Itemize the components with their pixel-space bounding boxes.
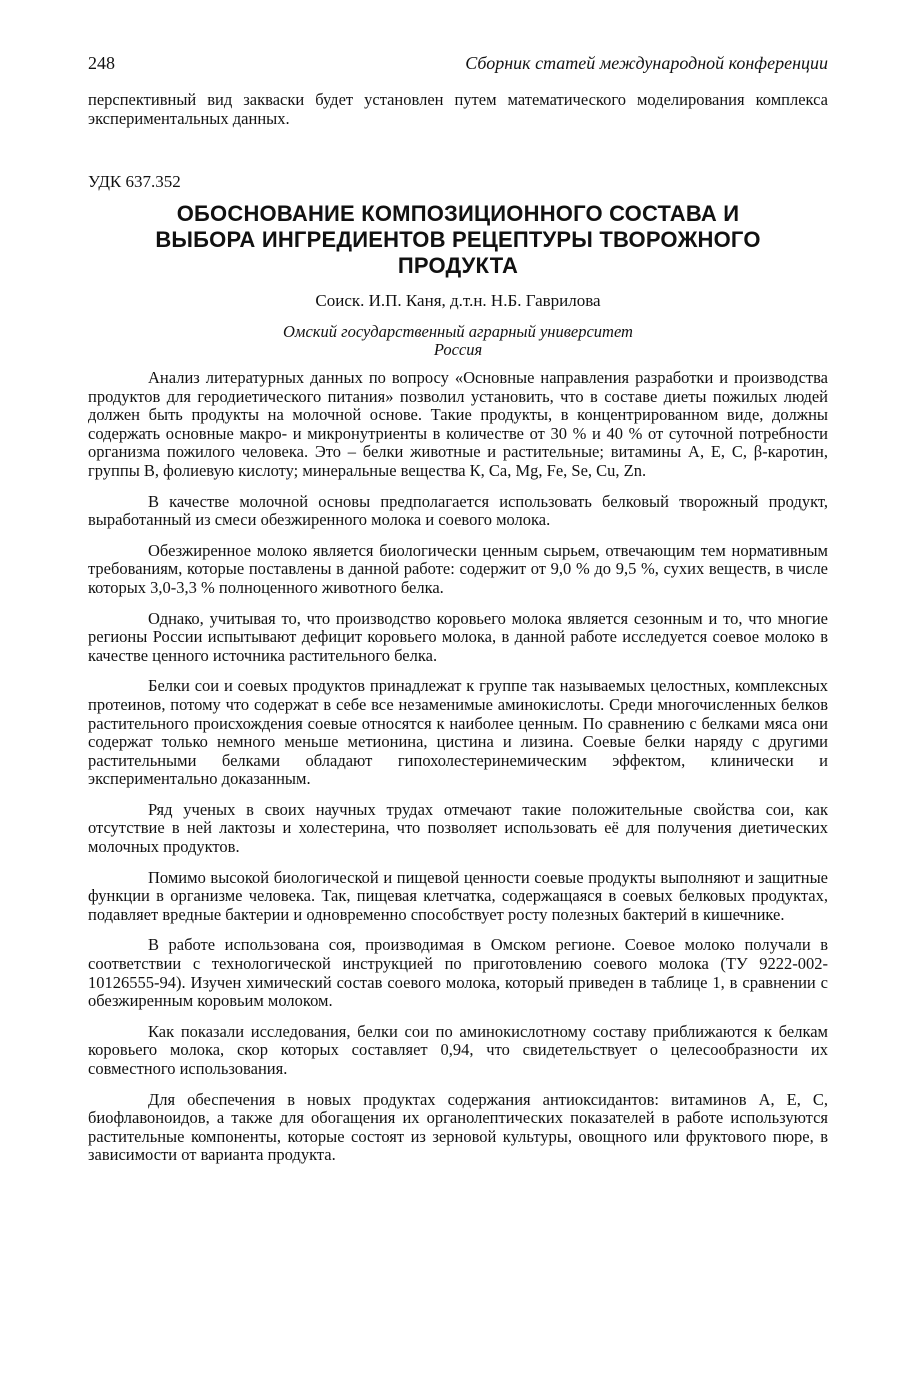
article-authors: Соиск. И.П. Каня, д.т.н. Н.Б. Гаврилова	[315, 291, 601, 310]
affiliation-country: Россия	[433, 340, 483, 359]
body-paragraph: В работе использована соя, производимая в Омском регионе. Соевое молоко получали в соответствии с технологической инструкцией по приготовлению соевого молока (ТУ 9222-002-10126555-94). Изучен химический состав соевого молока, который приведен в таблице 1, в сравнении с обезжиренным коровьим молоком.	[88, 935, 828, 1011]
title-line: ОБОСНОВАНИЕ КОМПОЗИЦИОННОГО СОСТАВА И	[176, 201, 740, 226]
body-paragraph: В качестве молочной основы предполагается использовать белковый творожный продукт, выработанный из смеси обезжиренного молока и соевого молока.	[88, 491, 828, 530]
affiliation-university: Омский государственный аграрный университет	[283, 322, 633, 341]
running-header	[88, 52, 828, 74]
title-line: ВЫБОРА ИНГРЕДИЕНТОВ РЕЦЕПТУРЫ ТВОРОЖНОГО	[155, 227, 761, 252]
document-page	[88, 52, 828, 1177]
body-paragraph: Белки сои и соевых продуктов принадлежат к группе так называемых целостных, комплексных протеинов, потому что содержат в себе все незаменимые аминокислоты. Среди многочисленных белков растительного происхождения соевые относятся к наиболее ценным. По сравнению с белками мяса они содержат только немного меньше метионина, цистина и лизина. Соевые белки наряду с другими растительными белками обладают гипохолестеринемическим эффектом, клинически и экспериментально доказанным.	[88, 676, 828, 789]
body-paragraph: Помимо высокой биологической и пищевой ценности соевые продукты выполняют и защитные функции в организме человека. Так, пищевая клетчатка, содержащаяся в соевых белковых продуктах, подавляет вредные бактерии и одновременно способствует росту полезных бактерий в кишечнике.	[88, 867, 828, 924]
body-paragraph: Однако, учитывая то, что производство коровьего молока является сезонным и то, что многие регионы России испытывают дефицит коровьего молока, в данной работе исследуется соевое молоко в качестве ценного источника растительного белка.	[88, 608, 828, 665]
page-number: 248	[88, 53, 115, 73]
article-title	[88, 201, 828, 279]
udc-code: УДК 637.352	[88, 172, 181, 191]
previous-article-continuation: перспективный вид закваски будет установлен путем математического моделирования комплекса экспериментальных данных.	[88, 90, 828, 128]
author-affiliation	[88, 323, 828, 359]
body-paragraph: Обезжиренное молоко является биологически ценным сырьем, отвечающим тем нормативным требованиям, которые поставлены в данной работе: содержит от 9,0 % до 9,5 %, сухих веществ, в числе которых 3,0-3,3 % полноценного животного белка.	[88, 540, 828, 597]
body-paragraph: Как показали исследования, белки сои по аминокислотному составу приближаются к белкам коровьего молока, скор которых составляет 0,94, что свидетельствует о целесообразности их совместного использования.	[88, 1021, 828, 1078]
article-body	[88, 369, 828, 1165]
body-paragraph: Для обеспечения в новых продуктах содержания антиоксидантов: витаминов А, Е, С, биофлавоноидов, а также для обогащения их органолептических показателей в работе используются растительные компоненты, которые состоят из зерновой культуры, овощного или фруктового пюре, в зависимости от варианта продукта.	[88, 1089, 828, 1165]
body-paragraph: Ряд ученых в своих научных трудах отмечают такие положительные свойства сои, как отсутствие в ней лактозы и холестерина, что позволяет использовать её для получения диетических молочных продуктов.	[88, 799, 828, 857]
body-paragraph: Анализ литературных данных по вопросу «Основные направления разработки и производства продуктов для геродиетического питания» позволил установить, что в составе диеты пожилых людей должен быть продукты на молочной основе. Такие продукты, в концентрированном виде, должны содержать основные макро- и микронутриенты в количестве от 30 % и 40 % от суточной потребности организма пожилого человека. Это – белки животные и растительные; витамины А, Е, С, β-каротин, группы В, фолиевую кислоту; минеральные вещества К, Са, Mg, Fe, Se, Cu, Zn.	[88, 368, 828, 480]
title-line: ПРОДУКТА	[397, 253, 519, 278]
journal-title: Сборник статей международной конференции	[465, 53, 828, 73]
